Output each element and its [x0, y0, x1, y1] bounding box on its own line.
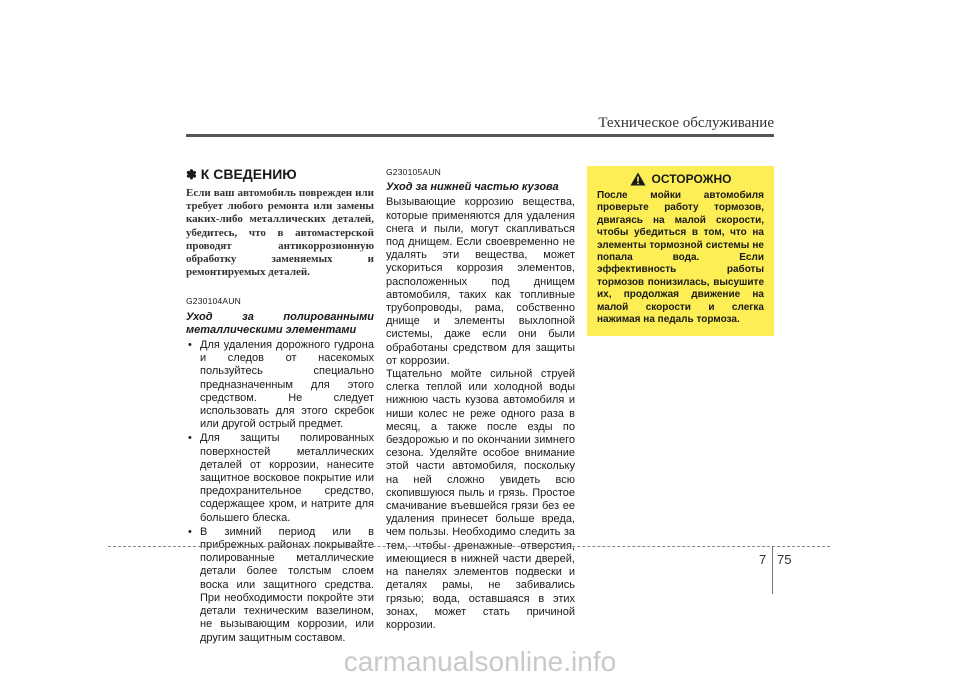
header-rule	[186, 134, 774, 137]
asterisk-icon: ✽	[186, 167, 197, 182]
paragraph: Вызывающие коррозию вещества, которые применяются для удаления снега и пыли, могут скапливаться под днищем. Если своевременно не удалять эти вещества, может ускориться коррозия элементов, расположенных под днищем автомобиля, таких как топливные трубопроводы, рама, собственно днище и элементы выхлопной системы, даже если они были обработаны средством для защиты от коррозии.	[386, 196, 575, 367]
info-heading-text: К СВЕДЕНИЮ	[200, 166, 297, 182]
page-divider	[772, 546, 773, 594]
info-intro: Если ваш автомобиль поврежден или требует любого ремонта или замены каких-либо металлических деталей, убедитесь, что в автомастерской проводят антикоррозионную обработку заменяемых и ремонтируемых деталей.	[186, 187, 374, 279]
footer-rule	[108, 546, 830, 547]
paragraph: Тщательно мойте сильной струей слегка теплой или холодной воды нижнюю часть кузова автомобиля и ниши колес не реже одного раза в месяц, а также после езды по бездорожью и по окончании зимнего сезона. Уделяйте особое внимание этой части автомобиля, поскольку на ней сложно увидеть всю скопившуюся пыль и грязь. Простое смачивание въевшейся грязи без ее удаления принесет больше вреда, чем пользы. Необходимо следить за тем, чтобы дренажные отверстия, имеющиеся в нижней части дверей, на панелях элементов подвески и деталях рамы, не забивались грязью; вода, оставшаяся в этих зонах, может стать причиной коррозии.	[386, 368, 575, 631]
section-title: Техническое обслуживание	[598, 115, 774, 131]
info-heading	[186, 166, 374, 183]
subheading: Уход за нижней частью кузова	[386, 181, 559, 194]
left-column	[186, 166, 374, 646]
bullet-list	[186, 339, 374, 645]
warning-text: После мойки автомобиля проверьте работу тормозов, двигаясь на малой скорости, чтобы убедиться в том, что на элементы тормозной системы не попала вода. Если эффективность работы тормозов понизилась, высушите их, продолжая движение на малой скорости и слегка нажимая на педаль тормоза.	[597, 190, 764, 326]
chapter-number: 7	[759, 552, 767, 567]
middle-column	[386, 166, 575, 632]
warning-title: ОСТОРОЖНО	[651, 172, 732, 186]
list-item: • Для защиты полированных поверхностей металлических деталей от коррозии, нанесите защитное восковое покрытие или предохранительное средство, содержащее хром, и натрите для большего блеска.	[186, 432, 374, 524]
section-code: G230105AUN	[386, 167, 441, 177]
list-item: • Для удаления дорожного гудрона и следов от насекомых пользуйтесь специально предназначенным для этого средством. Не следует использовать для этого скребок или другой острый предмет.	[186, 339, 374, 431]
list-item: • В зимний период или в прибрежных районах покрывайте полированные металлические детали более толстым слоем воска или защитного средства. При необходимости покройте эти детали техническим вазелином, не вызывающим коррозии, или другим защитным составом.	[186, 526, 374, 645]
watermark: carmanualsonline.info	[343, 646, 617, 677]
warning-triangle-icon	[630, 172, 646, 186]
subheading: Уход за полированными металлическими элементами	[186, 310, 374, 336]
section-code: G230104AUN	[186, 296, 241, 307]
page-number: 75	[777, 552, 792, 567]
warning-header	[597, 172, 764, 186]
warning-box	[587, 166, 774, 336]
